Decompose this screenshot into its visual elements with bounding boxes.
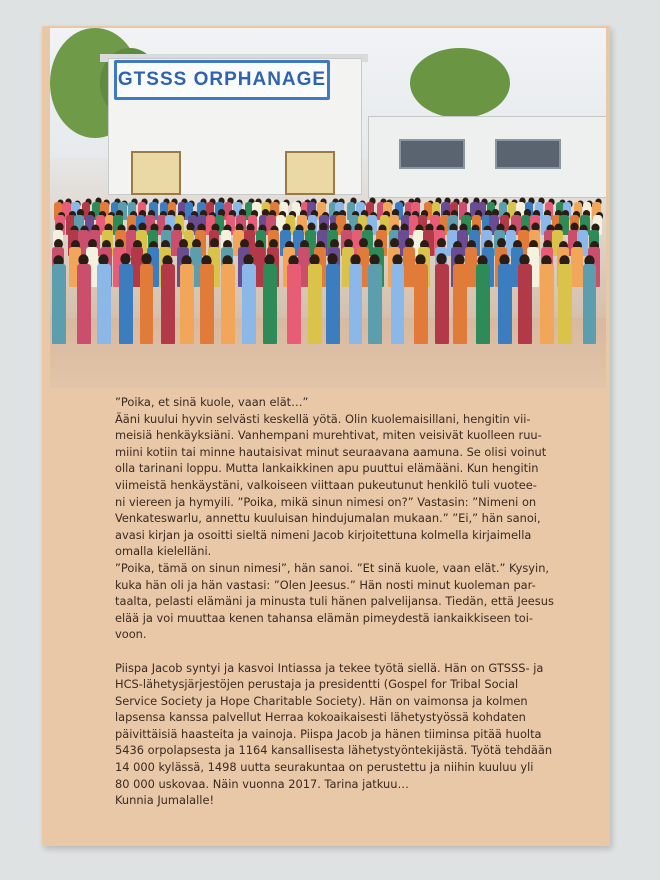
person-body bbox=[498, 264, 512, 344]
person-body bbox=[583, 264, 597, 344]
person-body bbox=[571, 247, 583, 287]
person-body bbox=[558, 264, 572, 344]
person-body bbox=[414, 264, 428, 344]
person-body bbox=[326, 264, 340, 344]
person-body bbox=[77, 264, 91, 344]
crowd-of-children bbox=[50, 178, 606, 348]
orphanage-group-photo bbox=[50, 28, 606, 388]
person-body bbox=[476, 264, 490, 344]
person-body bbox=[518, 264, 532, 344]
text-line: olla tarinani loppu. Mutta lankaikkinen apu puuttui elämääni. Kun hengitin bbox=[115, 461, 539, 476]
person-body bbox=[453, 264, 467, 344]
person-body bbox=[119, 264, 133, 344]
text-line: Venkateswarlu, annettu kuuluisan hindujumalan mukaan.” ”Ei,” hän sanoi, bbox=[115, 511, 541, 526]
back-cover-text bbox=[115, 394, 615, 809]
text-line: avasi kirjan ja osoitti sieltä nimeni Jacob kirjoitettuna kolmella kirjaimella bbox=[115, 527, 532, 542]
text-line: lapsensa kanssa palvellut Herraa kokoaikaisesti lähetystyössä kohdaten bbox=[115, 710, 526, 725]
person-body bbox=[140, 264, 154, 344]
person-body bbox=[52, 264, 66, 344]
text-line: 14 000 kylässä, 1498 uutta seurakuntaa on perustettu ja niihin kuuluu yli bbox=[115, 760, 534, 775]
text-line: 80 000 uskovaa. Näin vuonna 2017. Tarina jatkuu… bbox=[115, 776, 409, 791]
person-body bbox=[287, 264, 301, 344]
text-line: elää ja voi muuttaa kenen tahansa elämän pimeydestä iankaikkiseen toi- bbox=[115, 610, 534, 625]
orphanage-sign: GTSSS ORPHANAGE bbox=[114, 60, 330, 100]
text-line: Kunnia Jumalalle! bbox=[115, 793, 215, 808]
text-line: päivittäisiä haasteita ja vainoja. Piispa Jacob ja hänen tiiminsa pitää huolta bbox=[115, 726, 542, 741]
text-line: Service Society ja Hope Charitable Society). Hän on vaimonsa ja kolmen bbox=[115, 693, 528, 708]
book-back-cover bbox=[42, 26, 610, 846]
tree bbox=[410, 48, 510, 118]
biography-paragraph bbox=[115, 660, 615, 809]
text-line: Piispa Jacob syntyi ja kasvoi Intiassa ja tekee työtä siellä. Hän on GTSSS- ja bbox=[115, 660, 544, 675]
person-body bbox=[391, 264, 405, 344]
person-body bbox=[308, 264, 322, 344]
text-line: 5436 orpolapsesta ja 1164 kansallisesta lähetystyöntekijästä. Työtä tehdään bbox=[115, 743, 553, 758]
person-body bbox=[161, 264, 175, 344]
text-line: ni viereen ja hymyili. ”Poika, mikä sinun nimesi on?” Vastasin: ”Nimeni on bbox=[115, 494, 537, 509]
text-line: kuka hän oli ja hän vastasi: ”Olen Jeesus.” Hän nosti minut kuoleman par- bbox=[115, 577, 536, 592]
person-body bbox=[97, 264, 111, 344]
person-body bbox=[349, 264, 363, 344]
text-line: taalta, pelasti elämäni ja minusta tuli hänen palvelijansa. Tiedän, että Jeesus bbox=[115, 594, 554, 609]
text-line: Ääni kuului hyvin selvästi keskellä yötä. Olin kuolemaisillani, hengitin vii- bbox=[115, 411, 531, 426]
person-head bbox=[120, 254, 130, 266]
person-body bbox=[221, 264, 235, 344]
text-line: voon. bbox=[115, 627, 147, 642]
text-line: meisiä henkäyksiäni. Vanhempani murehtivat, miten veisivät kuolleen ruu- bbox=[115, 428, 542, 443]
person-body bbox=[540, 264, 554, 344]
text-line: HCS-lähetysjärjestöjen perustaja ja presidentti (Gospel for Tribal Social bbox=[115, 677, 519, 692]
person-body bbox=[263, 264, 277, 344]
text-line: ”Poika, et sinä kuole, vaan elät…” bbox=[115, 395, 309, 409]
person-body bbox=[180, 264, 194, 344]
text-line: omalla kielelläni. bbox=[115, 544, 212, 559]
testimony-paragraph bbox=[115, 394, 615, 643]
person-body bbox=[368, 264, 382, 344]
person-body bbox=[242, 264, 256, 344]
text-line: viimeistä henkäystäni, valkoiseen viittaan pukeutunut henkilö tuli vuotee- bbox=[115, 477, 537, 492]
text-line: ”Poika, tämä on sinun nimesi”, hän sanoi. ”Et sinä kuole, vaan elät.” Kysyin, bbox=[115, 560, 550, 575]
text-line: miini kotiin tai minne hautaisivat minut seuraavana aamuna. Se olisi voinut bbox=[115, 444, 547, 459]
person-body bbox=[200, 264, 214, 344]
person-body bbox=[435, 264, 449, 344]
